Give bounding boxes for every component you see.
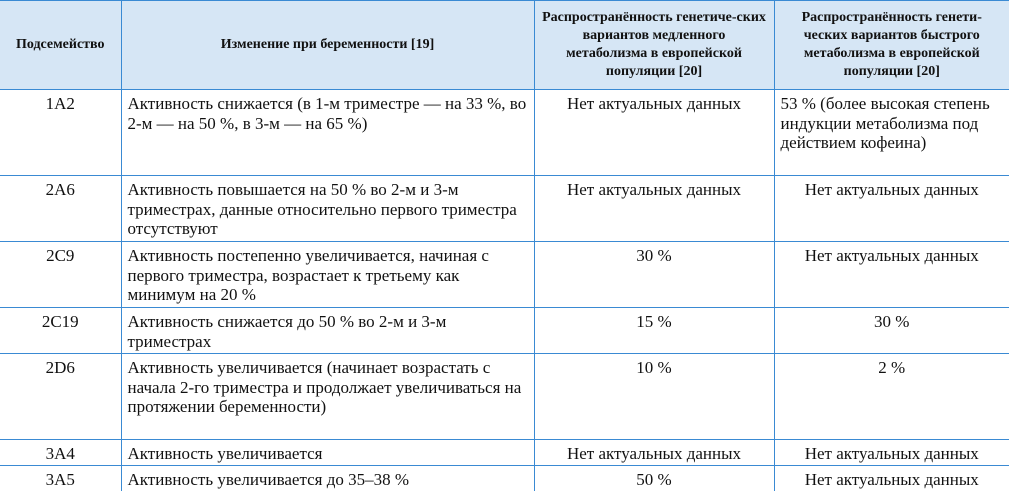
header-pregnancy-change: Изменение при беременности [19] <box>121 1 534 90</box>
change-cell: Активность увеличивается до 35–38 % <box>121 466 534 491</box>
subfamily-cell: 3A5 <box>0 466 121 491</box>
fast-cell: Нет актуальных данных <box>774 440 1009 466</box>
table-header-row <box>0 1 1009 90</box>
fast-cell: 30 % <box>774 308 1009 354</box>
change-cell: Активность повышается на 50 % во 2-м и 3-м триместрах, данные относительно первого триместра отсутствуют <box>121 176 534 242</box>
header-fast-metabolism: Распространённость генети-ческих вариантов быстрого метаболизма в европейской популяции [20] <box>774 1 1009 90</box>
slow-cell: 50 % <box>534 466 774 491</box>
table-row <box>0 242 1009 308</box>
fast-cell: 2 % <box>774 354 1009 440</box>
fast-cell: Нет актуальных данных <box>774 466 1009 491</box>
change-cell: Активность снижается до 50 % во 2-м и 3-м триместрах <box>121 308 534 354</box>
fast-cell: Нет актуальных данных <box>774 176 1009 242</box>
table-row <box>0 440 1009 466</box>
change-cell: Активность увеличивается <box>121 440 534 466</box>
change-cell: Активность постепенно увеличивается, начиная с первого триместра, возрастает к третьему как минимум на 20 % <box>121 242 534 308</box>
change-cell: Активность увеличивается (начинает возрастать с начала 2-го триместра и продолжает увеличиваться на протяжении беременности) <box>121 354 534 440</box>
header-subfamily: Подсемейство <box>0 1 121 90</box>
subfamily-cell: 2C9 <box>0 242 121 308</box>
fast-cell: Нет актуальных данных <box>774 242 1009 308</box>
subfamily-cell: 1A2 <box>0 90 121 176</box>
table-row <box>0 90 1009 176</box>
slow-cell: Нет актуальных данных <box>534 90 774 176</box>
table-row <box>0 176 1009 242</box>
header-slow-metabolism: Распространённость генетиче-ских вариантов медленного метаболизма в европейской популяции [20] <box>534 1 774 90</box>
slow-cell: 30 % <box>534 242 774 308</box>
change-cell: Активность снижается (в 1-м триместре — на 33 %, во 2-м — на 50 %, в 3-м — на 65 %) <box>121 90 534 176</box>
subfamily-cell: 2A6 <box>0 176 121 242</box>
table-row <box>0 354 1009 440</box>
slow-cell: Нет актуальных данных <box>534 440 774 466</box>
slow-cell: Нет актуальных данных <box>534 176 774 242</box>
fast-cell: 53 % (более высокая степень индукции метаболизма под действием кофеина) <box>774 90 1009 176</box>
subfamily-cell: 2C19 <box>0 308 121 354</box>
subfamily-cell: 2D6 <box>0 354 121 440</box>
subfamily-cell: 3A4 <box>0 440 121 466</box>
table-row <box>0 466 1009 491</box>
slow-cell: 10 % <box>534 354 774 440</box>
slow-cell: 15 % <box>534 308 774 354</box>
table-row <box>0 308 1009 354</box>
